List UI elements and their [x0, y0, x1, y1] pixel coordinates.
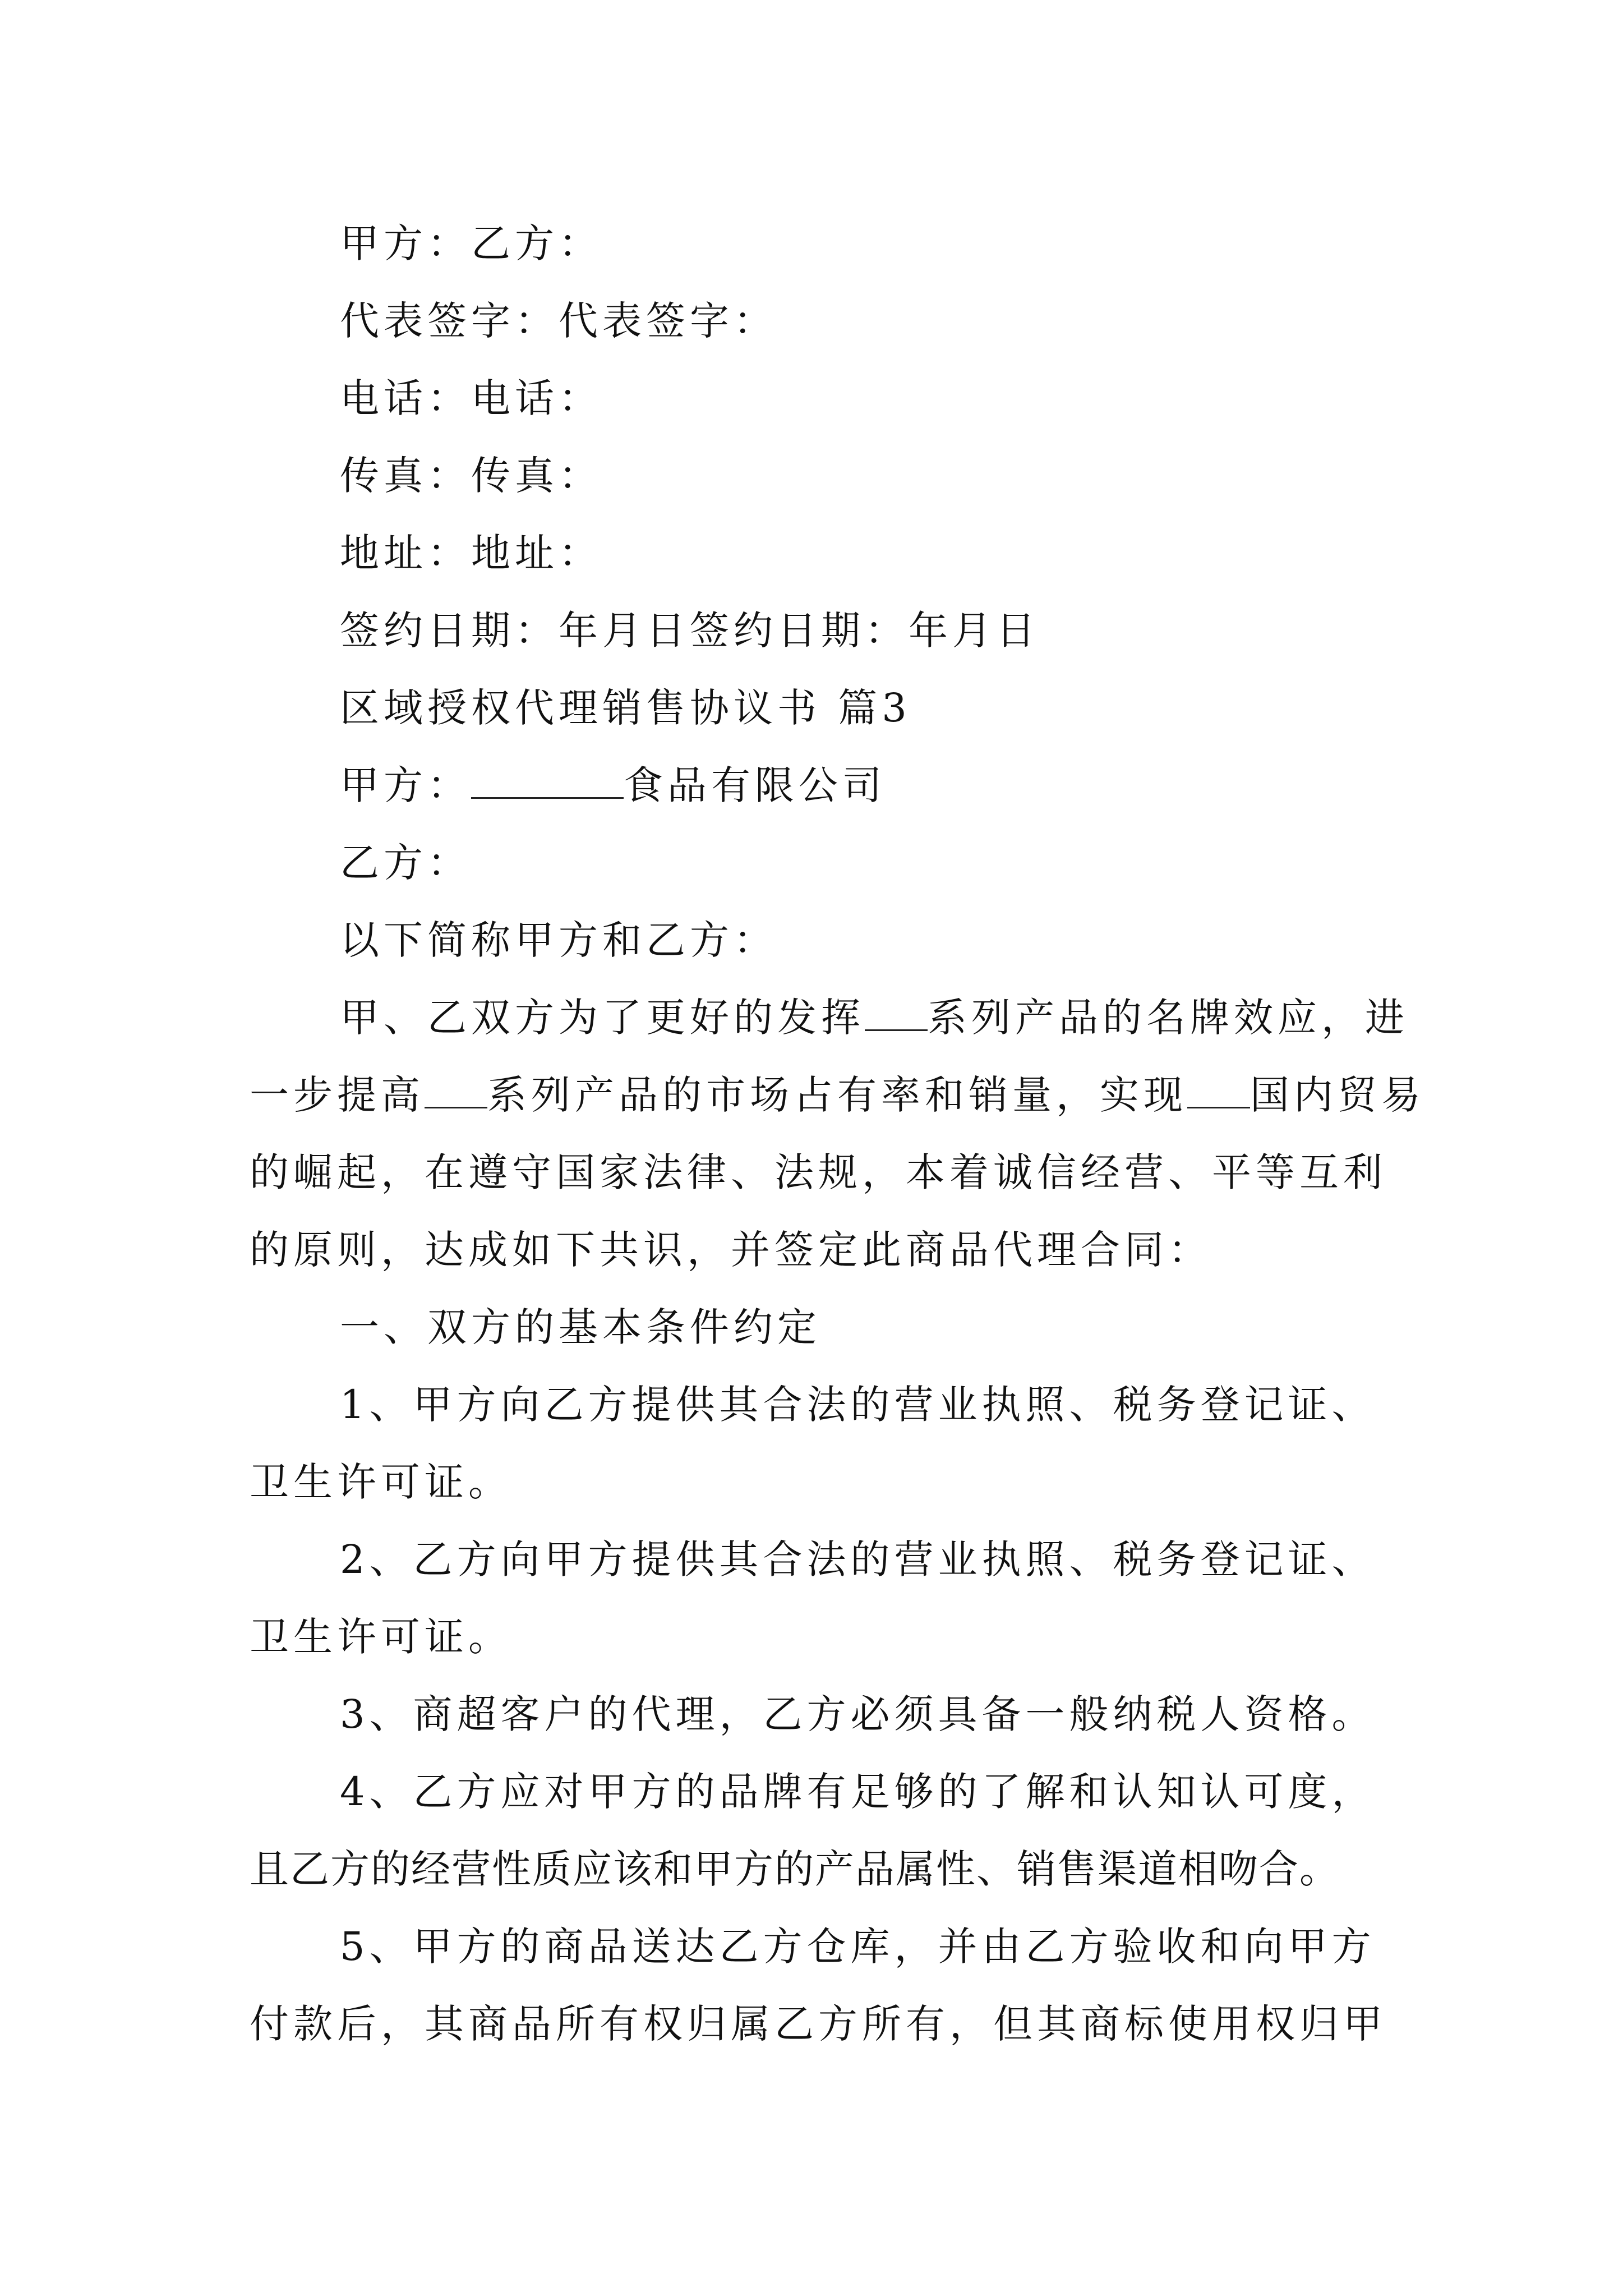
representative-signature-line: 代表签字：代表签字： [340, 298, 777, 344]
paragraph-line: 的原则，达成如下共识，并签定此商品代理合同： [250, 1227, 1212, 1273]
party-a-company: 食品有限公司 [624, 762, 886, 808]
paragraph-line [340, 992, 1409, 1043]
section-heading: 区域授权代理销售协议书 篇3 [340, 685, 911, 731]
party-b-line: 乙方： [340, 840, 471, 886]
clause-item-3: 3、商超客户的代理，乙方必须具备一般纳税人资格。 [340, 1691, 1376, 1737]
fax-line: 传真：传真： [340, 453, 602, 499]
clause-item-4-cont: 且乙方的经营性质应该和甲方的产品属性、销售渠道相吻合。 [250, 1846, 1340, 1892]
text-span: 甲、乙双方为了更好的发挥 [340, 995, 865, 1041]
signature-party-line: 甲方：乙方： [340, 220, 602, 266]
text-span: 国内贸易 [1250, 1072, 1425, 1118]
clause-item-4: 4、乙方应对甲方的品牌有足够的了解和认知认可度， [340, 1769, 1376, 1815]
text-span: 一步提高 [250, 1072, 425, 1118]
clause-item-1: 1、甲方向乙方提供其合法的营业执照、税务登记证、 [340, 1382, 1376, 1428]
phone-line: 电话：电话： [340, 375, 602, 421]
party-a-line [340, 760, 886, 811]
clause-heading: 一、双方的基本条件约定 [340, 1304, 821, 1350]
paragraph-line [250, 1070, 1425, 1120]
blank-underline [1187, 1073, 1250, 1108]
text-span: 系列产品的市场占有率和销量，实现 [487, 1072, 1187, 1118]
blank-underline [425, 1073, 487, 1108]
paragraph-line: 的崛起，在遵守国家法律、法规，本着诚信经营、平等互利 [250, 1149, 1387, 1195]
text-span: 系列产品的名牌效应，进 [928, 995, 1409, 1041]
clause-item-1-cont: 卫生许可证。 [250, 1459, 512, 1505]
signing-date-line: 签约日期：年月日签约日期：年月日 [340, 608, 1040, 654]
abbreviation-line: 以下简称甲方和乙方： [340, 917, 777, 963]
party-a-label: 甲方： [340, 762, 471, 808]
blank-underline [471, 763, 624, 799]
clause-item-2: 2、乙方向甲方提供其合法的营业执照、税务登记证、 [340, 1536, 1376, 1582]
blank-underline [865, 996, 928, 1031]
clause-item-5-cont: 付款后，其商品所有权归属乙方所有，但其商标使用权归甲 [250, 2001, 1387, 2047]
clause-item-2-cont: 卫生许可证。 [250, 1614, 512, 1660]
clause-item-5: 5、甲方的商品送达乙方仓库，并由乙方验收和向甲方 [340, 1924, 1376, 1970]
address-line: 地址：地址： [340, 530, 602, 576]
